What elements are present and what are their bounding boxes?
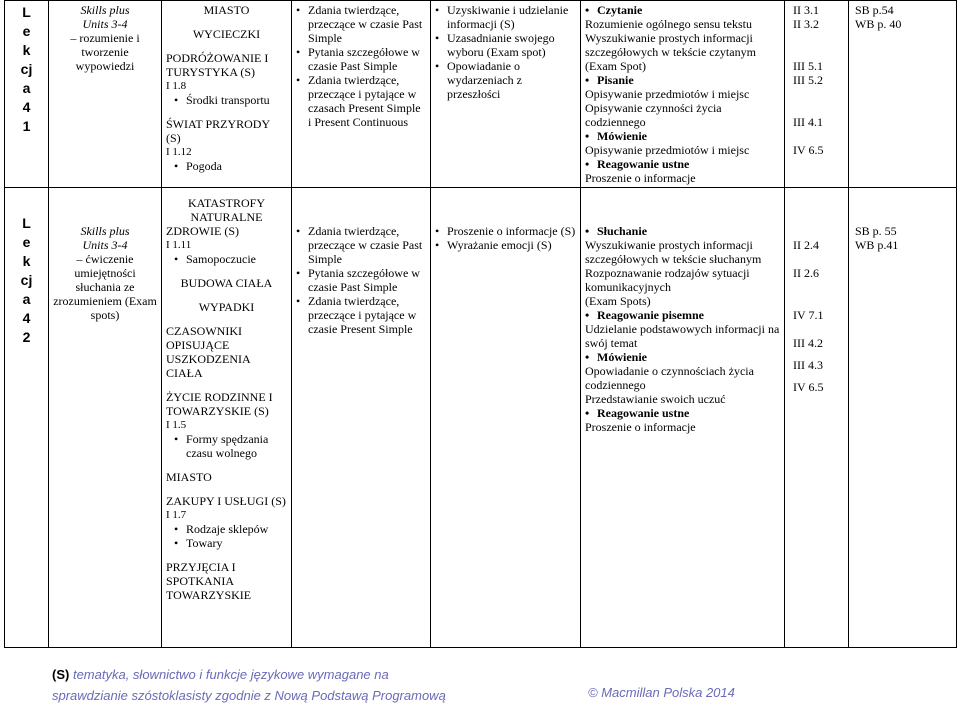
footer-legend (52, 664, 446, 706)
copyright-notice: © Macmillan Polska 2014 (588, 685, 735, 700)
topics-cell: MIASTO WYCIECZKI PODRÓŻOWANIE I TURYSTYKA (S) I 1.8 • Środki transportu ŚWIAT PRZYRODY (S) I 1.12 • Pogoda (162, 1, 292, 188)
lesson-row-42 (5, 188, 957, 648)
legend-s-marker: (S) (52, 667, 70, 682)
lesson-row-41 (5, 1, 957, 188)
book-refs-cell: SB p. 55 WB p.41 (849, 188, 957, 648)
skills-plus-cell: Skills plus Units 3-4 – rozumienie i tworzenie wypowiedzi (49, 1, 162, 188)
skills-cell: • Czytanie Rozumienie ogólnego sensu tekstu Wyszukiwanie prostych informacji szczegółowych w tekście czytanym (Exam Spot) • Pisanie Opisywanie przedmiotów i miejsc Opisywanie czynności życia codziennego • Mówienie Opisywanie przedmiotów i miejsc • Reagowanie ustne Proszenie o informacje (581, 1, 785, 188)
lesson-plan-table (4, 0, 957, 648)
topics-cell: KATASTROFY NATURALNE ZDROWIE (S) I 1.11 • Samopoczucie BUDOWA CIAŁA WYPADKI CZASOWNIKI OPISUJĄCE USZKODZENIA CIAŁA ŻYCIE RODZINNE I TOWARZYSKIE (S) I 1.5 • Formy spędzania czasu wolnego MIASTO ZAKUPY I USŁUGI (S) I 1.7 • Rodzaje sklepów • Towary PRZYJĘCIA I SPOTKANIA TOWARZYSKIE (162, 188, 292, 648)
legend-line-2: sprawdzianie szóstoklasisty zgodnie z Nową Podstawą Programową (52, 688, 446, 703)
grammar-cell: • Zdania twierdzące, przeczące w czasie Past Simple • Pytania szczegółowe w czasie Past Simple • Zdania twierdzące, przeczące i pytające w czasie Present Simple (292, 188, 431, 648)
grammar-cell: • Zdania twierdzące, przeczące w czasie Past Simple • Pytania szczegółowe w czasie Past Simple • Zdania twierdzące, przeczące i pytające w czasach Present Simple i Present Continuous (292, 1, 431, 188)
book-refs-cell: SB p.54 WB p. 40 (849, 1, 957, 188)
lesson-number: L e k cj a 4 2 (5, 188, 49, 648)
skills-cell: • Słuchanie Wyszukiwanie prostych informacji szczegółowych w tekście słuchanym Rozpoznawanie rodzajów sytuacji komunikacyjnych (Exam Spots) • Reagowanie pisemne Udzielanie podstawowych informacji na swój temat • Mówienie Opowiadanie o czynnościach życia codziennego Przedstawianie swoich uczuć • Reagowanie ustne Proszenie o informacje (581, 188, 785, 648)
curriculum-codes-cell: II 3.1 II 3.2 III 5.1 III 5.2 III 4.1 IV 6.5 (785, 1, 849, 188)
functions-cell: • Uzyskiwanie i udzielanie informacji (S) • Uzasadnianie swojego wyboru (Exam spot) • Opowiadanie o wydarzeniach z przeszłości (431, 1, 581, 188)
functions-cell: • Proszenie o informacje (S) • Wyrażanie emocji (S) (431, 188, 581, 648)
curriculum-codes-cell: II 2.4 II 2.6 IV 7.1 III 4.2 III 4.3 IV 6.5 (785, 188, 849, 648)
skills-plus-cell: Skills plus Units 3-4 – ćwiczenie umiejętności słuchania ze zrozumieniem (Exam spots) (49, 188, 162, 648)
lesson-number: L e k cj a 4 1 (5, 1, 49, 188)
legend-line-1: tematyka, słownictwo i funkcje językowe wymagane na (72, 667, 389, 682)
